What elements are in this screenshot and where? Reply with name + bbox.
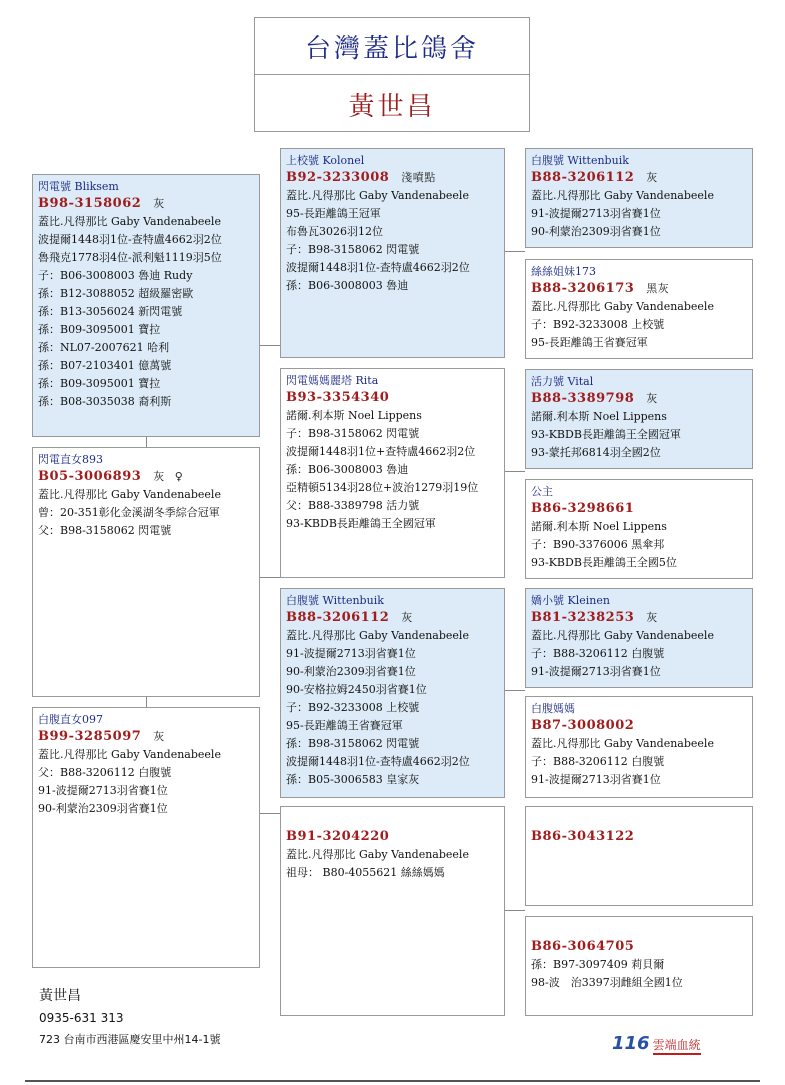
pedigree-card-main	[32, 174, 260, 437]
bird-name: 嬌小號 Kleinen	[531, 594, 610, 607]
pedigree-card-ggp-6	[525, 696, 753, 798]
ring-number: B88-3206112	[286, 610, 390, 625]
pedigree-card-ggp-5	[525, 588, 753, 688]
feather-color: 灰	[646, 611, 658, 624]
pedigree-info-line: 90-利蒙治2309羽省賽1位	[286, 665, 416, 678]
pedigree-info-line: 93-KBDB長距離鴿王全國冠軍	[531, 428, 681, 441]
pedigree-info-line: 波提爾1448羽1位-查特盧4662羽2位	[286, 755, 470, 768]
pedigree-info-line: 蓋比.凡得那比 Gaby Vandenabeele	[286, 848, 469, 861]
bird-name: 活力號 Vital	[531, 375, 594, 388]
pedigree-info-line: 亞精頓5134羽28位+波治1279羽19位	[286, 481, 479, 494]
pedigree-info-line: 祖母： B80-4055621 絲絲媽媽	[286, 866, 445, 879]
ring-number: B99-3285097	[38, 729, 142, 744]
pedigree-info-line: 95-長距離鴿王省賽冠軍	[286, 719, 403, 732]
feather-color: 灰	[401, 611, 413, 624]
connector-line	[260, 577, 280, 578]
contact-name: 黃世昌	[39, 988, 81, 1004]
pedigree-info-line: 孫：B05-3006583 皇家灰	[286, 773, 420, 786]
feather-color: 灰	[153, 730, 165, 743]
contact-phone: 0935-631 313	[39, 1011, 124, 1025]
pedigree-info-line: 91-波提爾2713羽省賽1位	[531, 207, 661, 220]
pedigree-info-line: 91-波提爾2713羽省賽1位	[38, 784, 168, 797]
owner-name: 黃世昌	[348, 91, 436, 122]
ring-number-row	[531, 716, 747, 735]
sex-symbol: ♀	[174, 470, 184, 483]
contact-address: 723 台南市西港區慶安里中州14-1號	[39, 1033, 221, 1046]
bottom-divider	[25, 1080, 760, 1082]
pedigree-card-ggp-2	[525, 259, 753, 359]
pedigree-info-line: 子：B98-3158062 閃電號	[286, 243, 420, 256]
pedigree-info-line: 孫：B98-3158062 閃電號	[286, 737, 420, 750]
pedigree-info-line: 父：B98-3158062 閃電號	[38, 524, 172, 537]
bird-name: 閃電媽媽麗塔 Rita	[286, 374, 379, 387]
ring-number: B87-3008002	[531, 718, 635, 733]
connector-line	[260, 345, 280, 346]
pedigree-info-line: 蓋比.凡得那比 Gaby Vandenabeele	[531, 737, 714, 750]
pedigree-info-line: 魯飛克1778羽4位-派利魁1119羽5位	[38, 251, 222, 264]
connector-line	[505, 471, 525, 472]
contact-footer	[39, 985, 220, 1051]
pedigree-info-line: 子：B06-3008003 魯迪 Rudy	[38, 269, 193, 282]
logo-number: 116	[612, 1033, 650, 1054]
bird-name: 上校號 Kolonel	[286, 154, 365, 167]
pedigree-info-line: 蓋比.凡得那比 Gaby Vandenabeele	[531, 189, 714, 202]
bird-name: 閃電號 Bliksem	[38, 180, 119, 193]
bird-name: 閃電直女893	[38, 453, 103, 466]
ring-number-row	[38, 194, 254, 213]
pedigree-info-line: 父：B88-3206112 白腹號	[38, 766, 172, 779]
feather-color: 黑灰	[646, 282, 670, 295]
pedigree-info-line: 98-波 治3397羽雌組全國1位	[531, 976, 683, 989]
connector-line	[146, 437, 147, 447]
brand-logo	[612, 1033, 701, 1055]
ring-number-row	[531, 608, 747, 627]
pedigree-info-line: 諾爾.利本斯 Noel Lippens	[531, 520, 667, 533]
pedigree-card-granddam-1	[280, 368, 505, 578]
feather-color: 灰	[153, 470, 165, 483]
ring-number: B81-3238253	[531, 610, 635, 625]
connector-line	[505, 910, 525, 911]
pedigree-card-ggp-1	[525, 148, 753, 248]
feather-color: 灰	[646, 171, 658, 184]
pedigree-info-line: 布魯瓦3026羽12位	[286, 225, 383, 238]
ring-number-row	[286, 608, 499, 627]
pedigree-info-line: 93-KBDB長距離鴿王全國冠軍	[286, 517, 436, 530]
pedigree-info-line: 父：B88-3389798 活力號	[286, 499, 420, 512]
pedigree-info-line: 93-蒙托邦6814羽全國2位	[531, 446, 661, 459]
bird-name: 公主	[531, 485, 553, 498]
feather-color: 灰	[153, 197, 165, 210]
ring-number-row	[286, 827, 499, 846]
connector-line	[146, 697, 147, 707]
pedigree-info-line: 蓋比.凡得那比 Gaby Vandenabeele	[286, 189, 469, 202]
pedigree-card-ggp-4	[525, 479, 753, 579]
feather-color: 淺噴點	[401, 171, 436, 184]
pedigree-info-line: 曾：20-351彰化金溪湖冬季綜合冠軍	[38, 506, 220, 519]
pedigree-info-line: 91-波提爾2713羽省賽1位	[531, 773, 661, 786]
pedigree-info-line: 波提爾1448羽1位-查特盧4662羽2位	[38, 233, 222, 246]
connector-line	[505, 690, 525, 691]
pedigree-info-line: 蓋比.凡得那比 Gaby Vandenabeele	[38, 215, 221, 228]
pedigree-info-line: 蓋比.凡得那比 Gaby Vandenabeele	[38, 748, 221, 761]
pedigree-info-line: 蓋比.凡得那比 Gaby Vandenabeele	[38, 488, 221, 501]
pedigree-info-line: 95-長距離鴿王冠軍	[286, 207, 381, 220]
pedigree-info-line: 波提爾1448羽1位-查特盧4662羽2位	[286, 261, 470, 274]
pedigree-card-granddam-2	[280, 806, 505, 1016]
pedigree-info-line: 90-利蒙治2309羽省賽1位	[531, 225, 661, 238]
ring-number: B88-3206173	[531, 281, 635, 296]
pedigree-info-line: 孫：B06-3008003 魯迪	[286, 279, 409, 292]
ring-number: B86-3298661	[531, 501, 635, 516]
connector-line	[260, 813, 280, 814]
pedigree-card-dam	[32, 707, 260, 968]
ring-number-row	[38, 467, 254, 486]
pedigree-card-sire	[32, 447, 260, 697]
pedigree-info-line: 子：B92-3233008 上校號	[531, 318, 665, 331]
bird-name: 白腹號 Wittenbuik	[286, 594, 384, 607]
pedigree-info-line: 子：B98-3158062 閃電號	[286, 427, 420, 440]
ring-number: B93-3354340	[286, 390, 390, 405]
pedigree-info-line: 諾爾.利本斯 Noel Lippens	[531, 410, 667, 423]
loft-name: 台灣蓋比鴿舍	[255, 18, 529, 75]
pedigree-info-line: 諾爾.利本斯 Noel Lippens	[286, 409, 422, 422]
pedigree-info-line: 蓋比.凡得那比 Gaby Vandenabeele	[531, 629, 714, 642]
pedigree-info-line: 波提爾1448羽1位+查特盧4662羽2位	[286, 445, 476, 458]
ring-number-row	[531, 168, 747, 187]
pedigree-info-line: 90-利蒙治2309羽省賽1位	[38, 802, 168, 815]
ring-number: B05-3006893	[38, 469, 142, 484]
pedigree-info-line: 子：B92-3233008 上校號	[286, 701, 420, 714]
pedigree-info-line: 子：B90-3376006 黑傘邦	[531, 538, 665, 551]
ring-number-row	[531, 937, 747, 956]
bird-name: 絲絲姐妹173	[531, 265, 596, 278]
pedigree-card-grandsire-2	[280, 588, 505, 798]
feather-color: 灰	[646, 392, 658, 405]
pedigree-info-line: 蓋比.凡得那比 Gaby Vandenabeele	[286, 629, 469, 642]
ring-number: B91-3204220	[286, 829, 390, 844]
pedigree-info-line: 91-波提爾2713羽省賽1位	[286, 647, 416, 660]
pedigree-header	[254, 17, 530, 132]
pedigree-info-line: 孫：B13-3056024 新閃電號	[38, 305, 183, 318]
pedigree-info-line: 孫：B12-3088052 超級羅密歐	[38, 287, 194, 300]
ring-number-row	[38, 727, 254, 746]
bird-name: 白腹媽媽	[531, 702, 575, 715]
pedigree-info-line: 孫：B06-3008003 魯迪	[286, 463, 409, 476]
pedigree-info-line: 90-安格拉姆2450羽省賽1位	[286, 683, 427, 696]
pedigree-info-line: 蓋比.凡得那比 Gaby Vandenabeele	[531, 300, 714, 313]
ring-number-row	[286, 168, 499, 187]
pedigree-card-ggp-7	[525, 806, 753, 906]
ring-number: B98-3158062	[38, 196, 142, 211]
pedigree-info-line: 95-長距離鴿王省賽冠軍	[531, 336, 648, 349]
pedigree-info-line: 孫：B09-3095001 寶拉	[38, 323, 161, 336]
bird-name: 白腹號 Wittenbuik	[531, 154, 629, 167]
logo-text: 雲端血統	[653, 1036, 701, 1055]
ring-number: B88-3389798	[531, 391, 635, 406]
ring-number-row	[531, 827, 747, 846]
ring-number: B86-3043122	[531, 829, 635, 844]
connector-line	[505, 251, 525, 252]
ring-number-row	[531, 499, 747, 518]
pedigree-info-line: 91-波提爾2713羽省賽1位	[531, 665, 661, 678]
ring-number-row	[286, 388, 499, 407]
ring-number-row	[531, 279, 747, 298]
pedigree-info-line: 子：B88-3206112 白腹號	[531, 647, 665, 660]
pedigree-info-line: 子：B88-3206112 白腹號	[531, 755, 665, 768]
pedigree-info-line: 93-KBDB長距離鴿王全國5位	[531, 556, 677, 569]
ring-number: B86-3064705	[531, 939, 635, 954]
pedigree-card-ggp-8	[525, 916, 753, 1016]
pedigree-info-line: 孫：B07-2103401 億萬號	[38, 359, 172, 372]
ring-number: B88-3206112	[531, 170, 635, 185]
bird-name: 白腹直女097	[38, 713, 103, 726]
ring-number: B92-3233008	[286, 170, 390, 185]
pedigree-info-line: 孫：B09-3095001 寶拉	[38, 377, 161, 390]
pedigree-card-grandsire-1	[280, 148, 505, 358]
pedigree-info-line: 孫：B97-3097409 莉貝爾	[531, 958, 665, 971]
pedigree-info-line: 孫：B08-3035038 裔利斯	[38, 395, 172, 408]
pedigree-info-line: 孫：NL07-2007621 哈利	[38, 341, 170, 354]
ring-number-row	[531, 389, 747, 408]
pedigree-card-ggp-3	[525, 369, 753, 469]
